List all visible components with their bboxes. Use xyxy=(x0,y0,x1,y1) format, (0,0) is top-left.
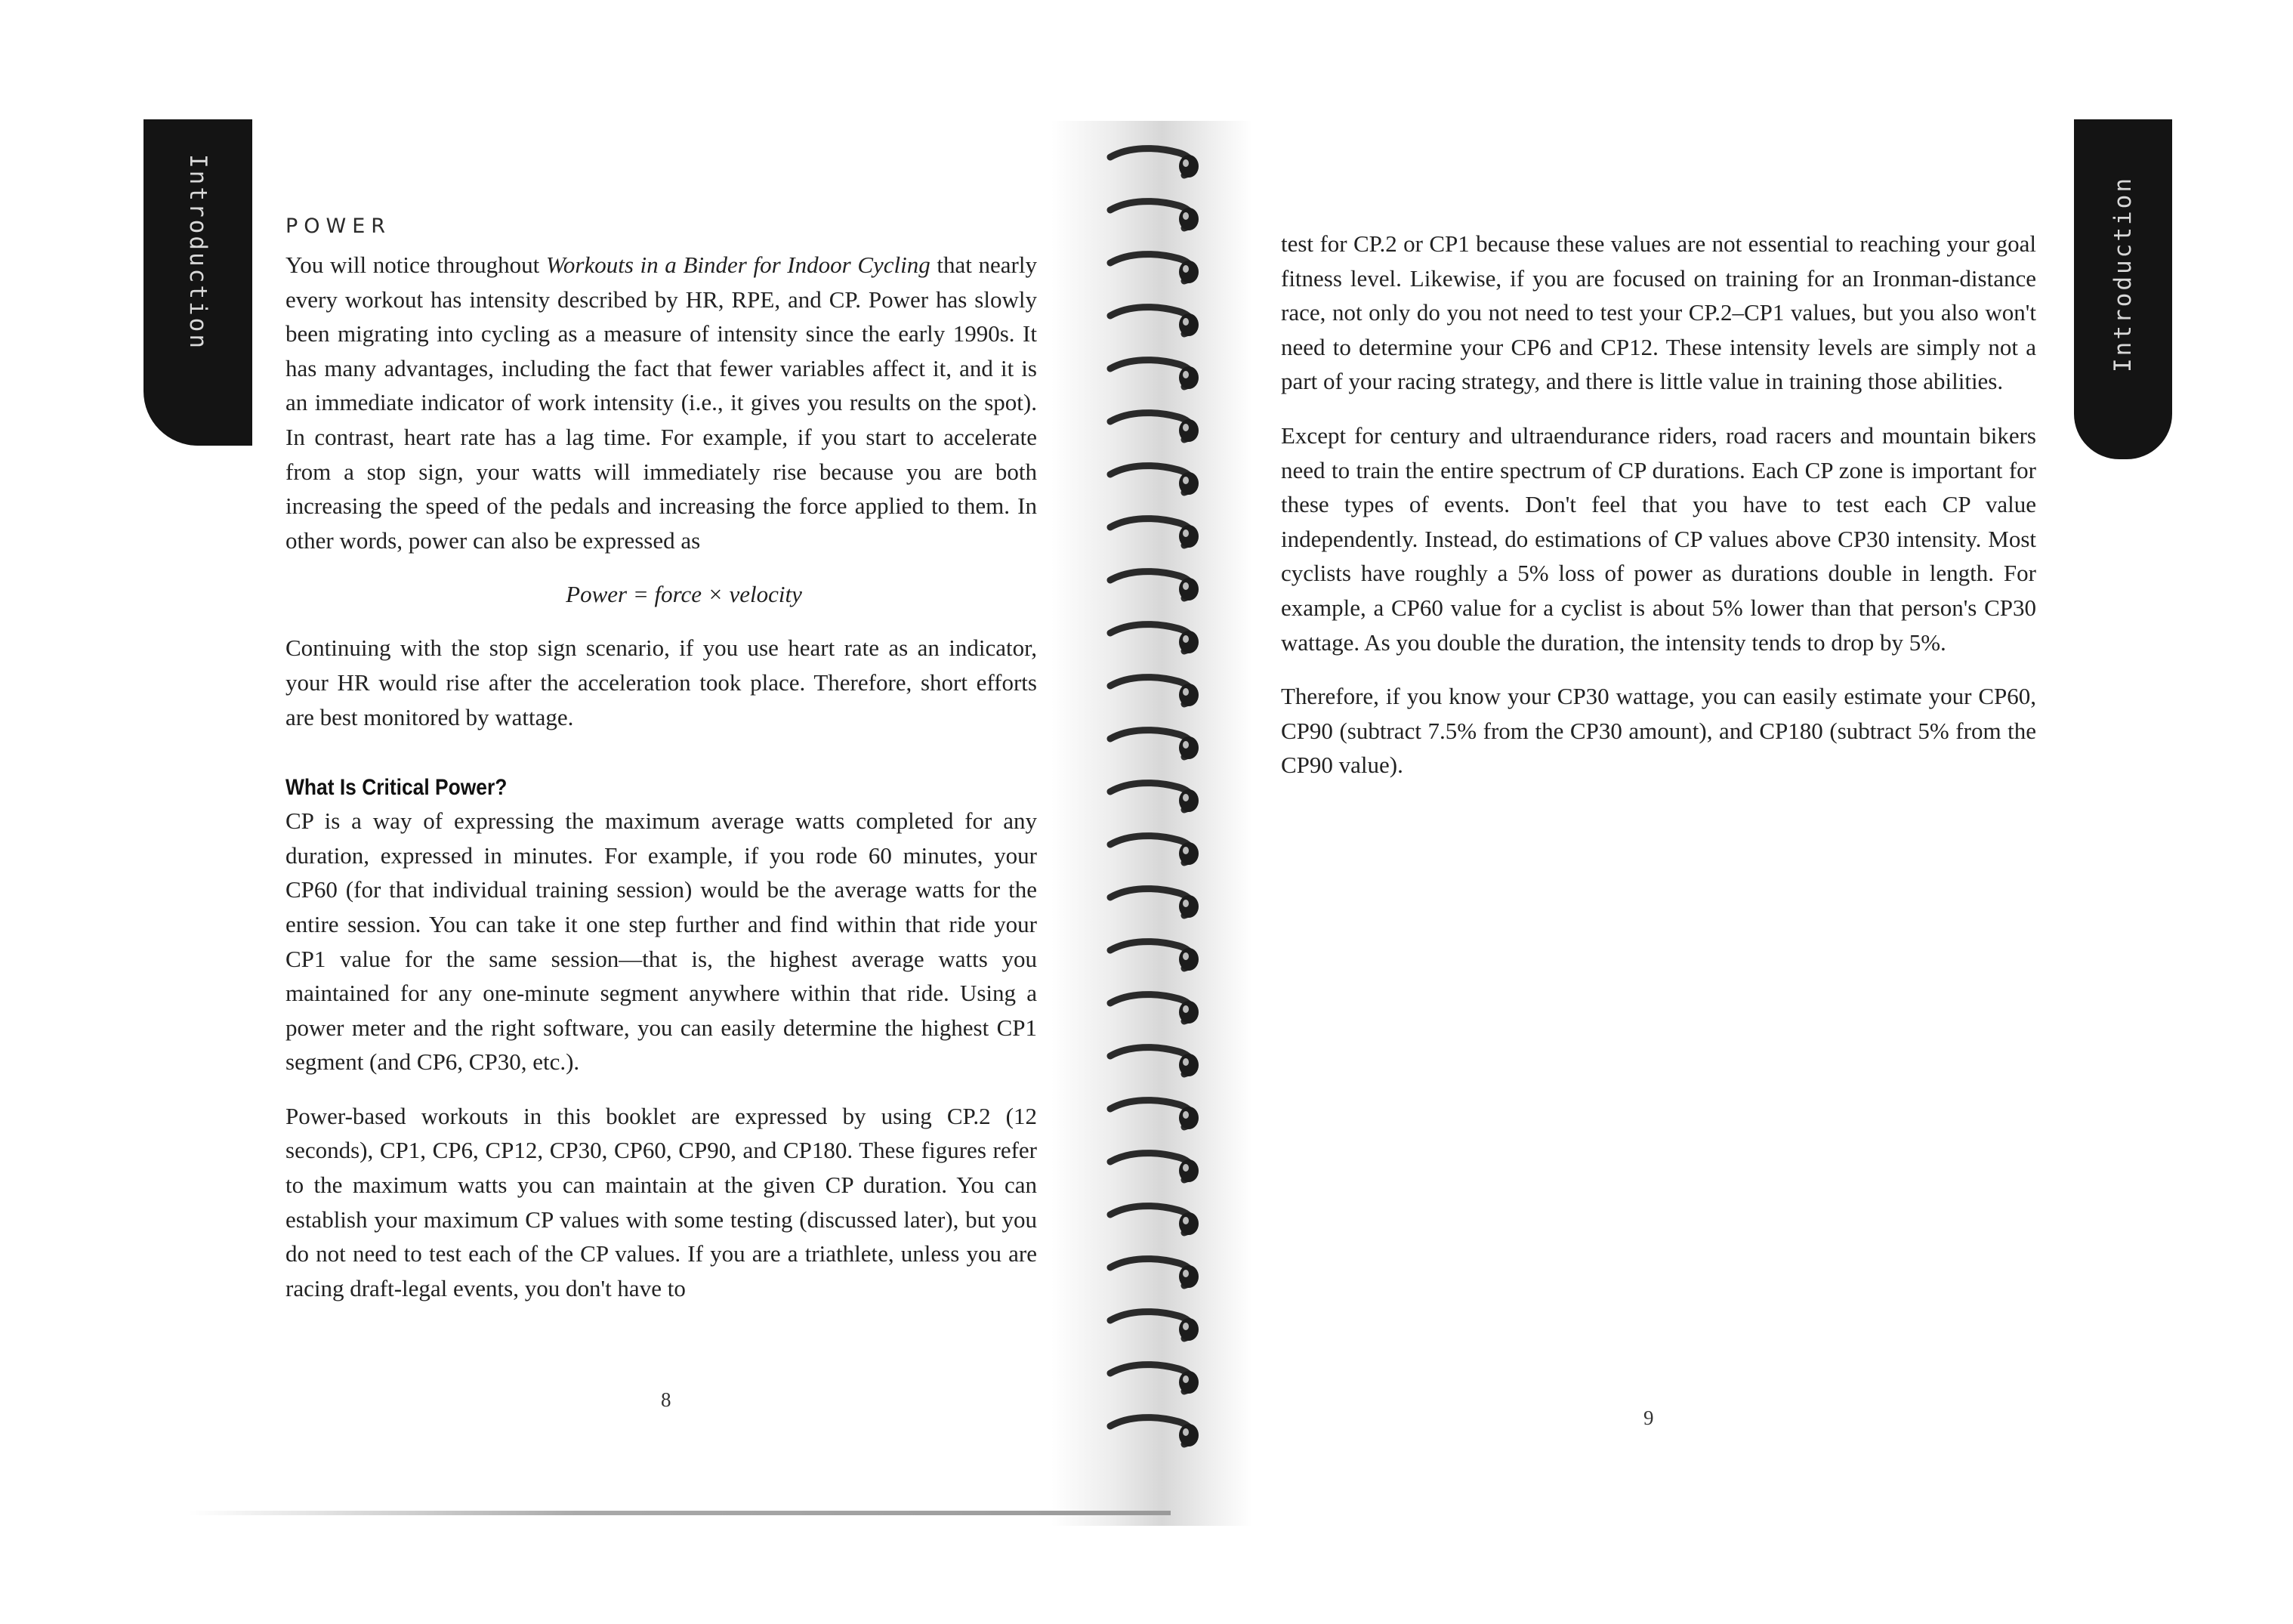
paragraph: test for CP.2 or CP1 because these values are not essential to reaching your goal fitness level. Likewise, if you are focused on training for an Ironman-distance race, not only do you not need to test your CP.2–CP1 values, but you also won't need to determine your CP6 and CP12. These intensity levels are simply not a part of your racing strategy, and there is little value in training those abilities. xyxy=(1281,230,2036,395)
paragraph: Therefore, if you know your CP30 wattage, you can easily estimate your CP60, CP90 (subtract 7.5% from the CP30 amount), and CP180 (subtract 5% from the CP90 value). xyxy=(1281,683,2036,779)
paragraph: Except for century and ultraendurance riders, road racers and mountain bikers need to train the entire spectrum of CP durations. Each CP zone is important for these types of events. Don't feel that you have to test each CP value independently. Instead, do estimations of CP values above CP30 intensity. Most cyclists have roughly a 5% loss of power as durations double in length. For example, a CP60 value for a cyclist is about 5% lower than that person's CP30 wattage. As you double the duration, the intensity tends to drop by 5%. xyxy=(1281,421,2036,656)
right-text-column xyxy=(1281,227,2036,802)
page-number: 8 xyxy=(661,1388,671,1411)
book-title: Workouts in a Binder for Indoor Cycling xyxy=(545,252,930,278)
chapter-tab-left xyxy=(144,119,252,446)
left-text-column xyxy=(285,248,1037,1325)
paragraph: Continuing with the stop sign scenario, if you use heart rate as an indicator, your HR would rise after the acceleration took place. Therefore, short efforts are best monitored by wattage. xyxy=(285,634,1037,730)
page-edge-shadow xyxy=(189,1511,1171,1515)
paragraph-text: You will notice throughout xyxy=(285,252,546,278)
chapter-tab-right xyxy=(2074,119,2172,459)
formula: Power = force × velocity xyxy=(566,581,802,608)
page-number: 9 xyxy=(1643,1406,1654,1429)
right-page xyxy=(1156,0,2293,1624)
chapter-tab-label: Introduction xyxy=(184,154,211,350)
sub-heading: What Is Critical Power? xyxy=(285,775,508,801)
paragraph-text: that nearly every workout has intensity described by HR, RPE, and CP. Power has slowly been migrating into cycling as a measure of intensity since the early 1990s. It has many advantages, including the fact that fewer variables affect it, and it is an immediate indicator of work intensity (i.e., it gives you results on the spot). In contrast, heart rate has a lag time. For example, if you start to accelerate from a stop sign, your watts will immediately rise because you are both increasing the speed of the pedals and increasing the force applied to them. In other words, power can also be expressed as xyxy=(285,252,1037,554)
paragraph xyxy=(285,248,1037,557)
chapter-tab-label: Introduction xyxy=(2109,176,2137,372)
section-heading: POWER xyxy=(285,215,392,238)
paragraph: Power-based workouts in this booklet are expressed by using CP.2 (12 seconds), CP1, CP6, CP12, CP30, CP60, CP90, and CP180. These figures refer to the maximum watts you can maintain at the given CP duration. You can establish your maximum CP values with some testing (discussed later), but you do not need to test each of the CP values. If you are a triathlete, unless you are racing draft-legal events, you don't have to xyxy=(285,1102,1037,1301)
paragraph: CP is a way of expressing the maximum average watts completed for any duration, expressed in minutes. For example, if you rode 60 minutes, your CP60 (for that individual training session) would be the average watts for the entire session. You can take it one step further and find within that ride your CP1 value for the same session—that is, the highest average watts you maintained for any one-minute segment anywhere within that ride. Using a power meter and the right software, you can easily determine the highest CP1 segment (and CP6, CP30, etc.). xyxy=(285,807,1037,1076)
left-page xyxy=(0,0,1133,1624)
